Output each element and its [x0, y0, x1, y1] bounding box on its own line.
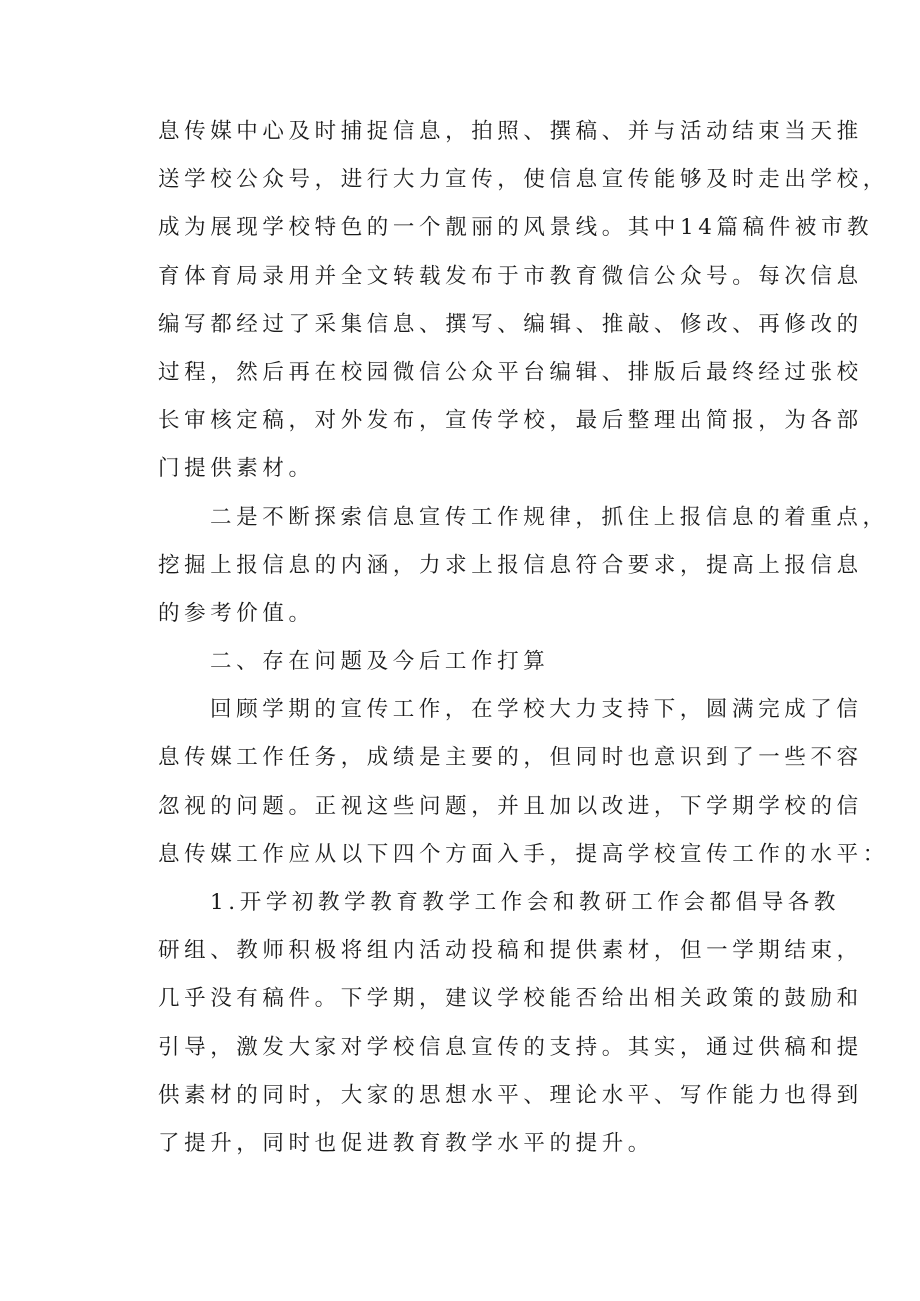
text-line: 挖掘上报信息的内涵，力求上报信息符合要求，提高上报信息 — [158, 552, 863, 578]
text-line: 几乎没有稿件。下学期，建议学校能否给出相关政策的鼓励和 — [158, 986, 863, 1012]
text-line: 引导，激发大家对学校信息宣传的支持。其实，通过供稿和提 — [158, 1034, 863, 1060]
body-text — [158, 108, 889, 1168]
text-line: 成为展现学校特色的一个靓丽的风景线。其中14篇稿件被市教 — [158, 215, 874, 241]
text-line: 育体育局录用并全文转载发布于市教育微信公众号。每次信息 — [158, 263, 863, 289]
text-line: 二、存在问题及今后工作打算 — [210, 649, 550, 675]
text-line: 二是不断探索信息宣传工作规律，抓住上报信息的着重点， — [210, 504, 889, 530]
text-line: 息传媒中心及时捕捉信息，拍照、撰稿、并与活动结束当天推 — [158, 119, 863, 144]
text-line: 1.开学初教学教育教学工作会和教研工作会都倡导各教 — [210, 890, 841, 915]
text-line: 研组、教师积极将组内活动投稿和提供素材，但一学期结束， — [158, 938, 863, 964]
text-line: 了提升，同时也促进教育教学水平的提升。 — [158, 1130, 654, 1156]
text-line: 的参考价值。 — [158, 600, 315, 626]
text-line: 息传媒工作应从以下四个方面入手，提高学校宣传工作的水平： — [158, 841, 889, 867]
text-line: 回顾学期的宣传工作，在学校大力支持下，圆满完成了信 — [210, 697, 863, 723]
text-line: 长审核定稿，对外发布，宣传学校，最后整理出简报，为各部 — [158, 408, 863, 434]
text-line: 息传媒工作任务，成绩是主要的，但同时也意识到了一些不容 — [158, 745, 863, 771]
text-line: 编写都经过了采集信息、撰写、编辑、推敲、修改、再修改的 — [158, 311, 863, 337]
text-line: 过程，然后再在校园微信公众平台编辑、排版后最终经过张校 — [158, 359, 863, 385]
text-line: 送学校公众号，进行大力宣传，使信息宣传能够及时走出学校， — [158, 167, 889, 193]
text-line: 门提供素材。 — [158, 456, 315, 482]
text-line: 忽视的问题。正视这些问题，并且加以改进，下学期学校的信 — [158, 793, 863, 819]
text-line: 供素材的同时，大家的思想水平、理论水平、写作能力也得到 — [158, 1082, 863, 1108]
